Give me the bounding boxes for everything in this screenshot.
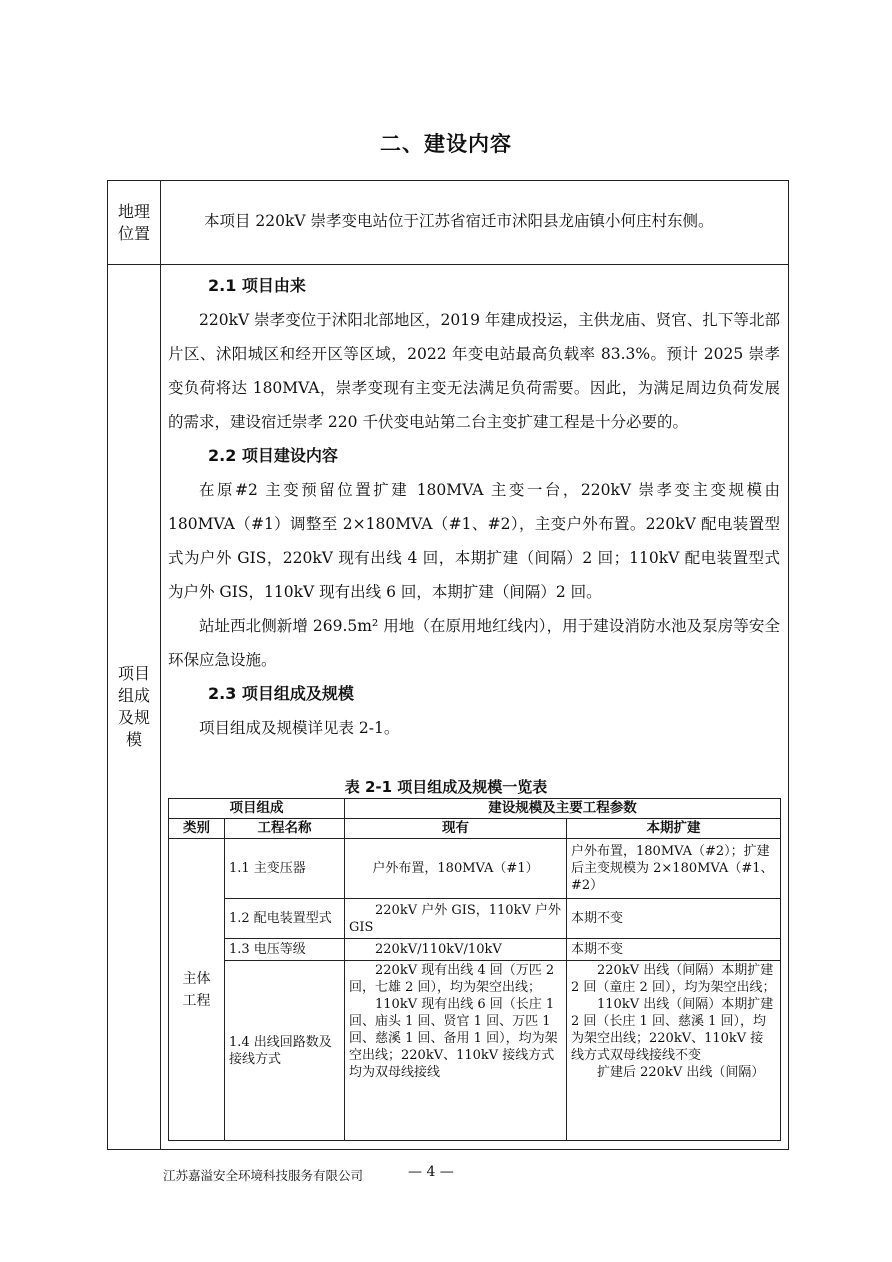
table-row xyxy=(169,899,781,939)
table-row xyxy=(169,839,781,899)
category-cell xyxy=(169,839,225,1141)
row-divider xyxy=(108,264,788,265)
location-label-text: 地理 位置 xyxy=(117,202,150,243)
current-110kv: 110kV 出线（间隔）本期扩建 2 回（长庄 1 回、慈溪 1 回），均为架空出线；220kV、110kV 接线方式双母线接线不变 xyxy=(571,997,774,1063)
table-header-row xyxy=(169,819,781,839)
project-body xyxy=(168,269,780,745)
current-cell: 本期不变 xyxy=(567,939,781,961)
section-heading-2-1: 2.1 项目由来 xyxy=(208,276,306,295)
header-category: 类别 xyxy=(169,819,225,839)
location-text: 本项目 220kV 崇孝变电站位于江苏省宿迁市沭阳县龙庙镇小何庄村东侧。 xyxy=(204,212,714,230)
table-row xyxy=(169,961,781,1141)
section-text-2-2a: 在原#2 主变预留位置扩建 180MVA 主变一台，220kV 崇孝变主变规模由 180MVA（#1）调整至 2×180MVA（#1、#2），主变户外布置。220kV 配电装置型式为户外 GIS，220kV 现有出线 4 回，本期扩建（间隔）2 回；110kV 配电装置型式为户外 GIS，110kV 现有出线 6 回，本期扩建（间隔）2 回。 xyxy=(168,481,780,601)
section-text-2-2b: 站址西北侧新增 269.5m² 用地（在原用地红线内），用于建设消防水池及泵房等安全环保应急设施。 xyxy=(168,617,780,669)
section-heading-2-2: 2.2 项目建设内容 xyxy=(208,446,338,465)
section-text-2-3: 项目组成及规模详见表 2-1。 xyxy=(199,719,400,737)
header-current-phase: 本期扩建 xyxy=(567,819,781,839)
existing-cell: 户外布置，180MVA（#1） xyxy=(345,839,567,899)
current-cell: 本期不变 xyxy=(567,899,781,939)
existing-110kv: 110kV 现有出线 6 回（长庄 1 回、庙头 1 回、贤官 1 回、万匹 1 回、慈溪 1 回、备用 1 回），均为架空出线；220kV、110kV 接线方式均为双母线接线 xyxy=(349,997,558,1080)
column-divider xyxy=(160,181,161,1149)
existing-cell: 220kV 户外 GIS，110kV 户外 GIS xyxy=(345,899,567,939)
table-row xyxy=(169,939,781,961)
location-label xyxy=(108,201,160,245)
existing-cell xyxy=(345,961,567,1141)
current-cell: 户外布置，180MVA（#2）；扩建后主变规模为 2×180MVA（#1、#2） xyxy=(567,839,781,899)
header-existing: 现有 xyxy=(345,819,567,839)
category-text: 主体 工程 xyxy=(182,970,211,1009)
section-text-2-1: 220kV 崇孝变位于沭阳北部地区，2019 年建成投运，主供龙庙、贤官、扎下等北部片区、沭阳城区和经开区等区域，2022 年变电站最高负载率 83.3%。预计 2025 崇孝变负荷将达 180MVA，崇孝变现有主变无法满足负荷需要。因此，为满足周边负荷发展的需求，建设宿迁崇孝 220 千伏变电站第二台主变扩建工程是十分必要的。 xyxy=(168,311,780,431)
header-project-composition: 项目组成 xyxy=(169,799,345,819)
table-header-row xyxy=(169,799,781,819)
name-cell: 1.2 配电装置型式 xyxy=(225,899,345,939)
project-label xyxy=(108,663,160,751)
name-cell: 1.3 电压等级 xyxy=(225,939,345,961)
current-220kv: 220kV 出线（间隔）本期扩建 2 回（童庄 2 回），均为架空出线； xyxy=(571,963,776,995)
footer-company: 江苏嘉溢安全环境科技服务有限公司 xyxy=(163,1168,364,1183)
header-project-name: 工程名称 xyxy=(225,819,345,839)
composition-table xyxy=(168,798,781,1141)
existing-cell: 220kV/110kV/10kV xyxy=(345,939,567,961)
table-caption: 表 2-1 项目组成及规模一览表 xyxy=(344,778,548,796)
current-cell xyxy=(567,961,781,1141)
section-heading-2-3: 2.3 项目组成及规模 xyxy=(208,684,354,703)
page-title: 二、建设内容 xyxy=(380,132,512,156)
project-label-text: 项目 组成 及规 模 xyxy=(117,664,150,749)
existing-220kv: 220kV 现有出线 4 回（万匹 2 回，七雄 2 回），均为架空出线； xyxy=(349,963,555,995)
name-cell: 1.4 出线回路数及接线方式 xyxy=(225,961,345,1141)
current-after-expansion: 扩建后 220kV 出线（间隔） xyxy=(597,1065,765,1080)
page-number: — 4 — xyxy=(408,1164,454,1180)
header-construction-scale: 建设规模及主要工程参数 xyxy=(345,799,781,819)
name-cell: 1.1 主变压器 xyxy=(225,839,345,899)
